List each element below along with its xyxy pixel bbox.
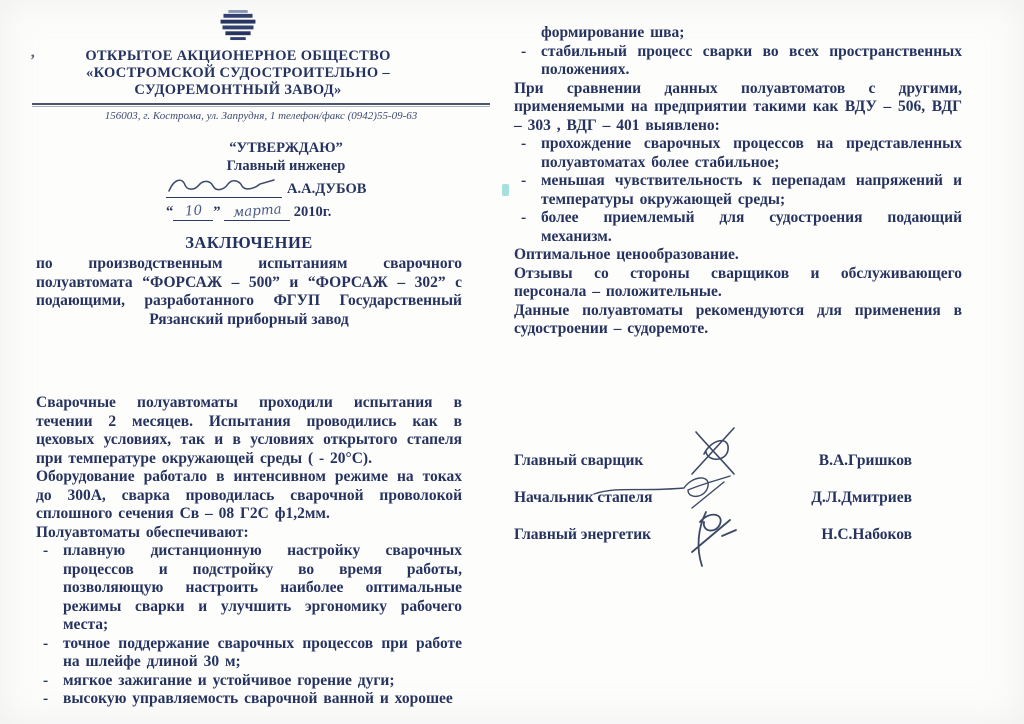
list-item [36, 542, 462, 635]
letterhead [28, 10, 448, 99]
list-item [36, 672, 462, 691]
quote-open: “ [166, 204, 174, 220]
list-dash: - [521, 209, 527, 226]
approval-stamp: “УТВЕРЖДАЮ” [229, 140, 343, 156]
page1-body [36, 394, 462, 709]
approval-date-row [166, 203, 382, 221]
letterhead-divider [32, 103, 490, 107]
subtitle-line: полуавтомата “ФОРСАЖ – 500” и “ФОРСАЖ – 302” с [36, 273, 462, 291]
subtitle-line: подающими, разработанного ФГУП Государственный [36, 292, 462, 309]
list-dash: - [521, 135, 527, 152]
approver-signature-row [166, 176, 382, 198]
approval-block [166, 140, 382, 221]
document-subtitle [36, 255, 462, 329]
list-item [514, 135, 962, 172]
list-item-continuation [514, 24, 962, 43]
list-item [514, 172, 962, 209]
list-item [514, 209, 962, 246]
list-intro: Полуавтоматы обеспечивают: [36, 523, 249, 541]
list-item [514, 43, 962, 80]
list-item [36, 635, 462, 672]
date-year: 2010г. [293, 204, 332, 220]
signature-row [514, 479, 912, 516]
signatures-block [514, 442, 962, 553]
signature-row [514, 442, 912, 479]
scan-artifact [502, 184, 509, 196]
org-name-line1: ОТКРЫТОЕ АКЦИОНЕРНОЕ ОБЩЕСТВО [85, 48, 391, 64]
list-item-text: формирование шва; [541, 24, 685, 41]
list-item-text: более приемлемый для судостроения подающий механизм. [541, 209, 962, 245]
org-name-line3: СУДОРЕМОНТНЫЙ ЗАВОД» [134, 82, 342, 98]
signature-row [514, 516, 912, 553]
list-dash: - [521, 172, 527, 189]
list-item [36, 690, 462, 709]
list-dash: - [43, 671, 49, 689]
subtitle-line: по производственным испытаниям сварочного [36, 255, 462, 272]
list-item-text: плавную дистанционную настройку сварочных процессов и подстройку во время работы, позволяющую настроить наиболее оптимальные режимы сварки и улучшить эргономику рабочего места; [63, 542, 462, 633]
body-paragraph: Отзывы со стороны сварщиков и обслуживающего персонала – положительные. [514, 264, 962, 300]
approver-name: А.А.ДУБОВ [287, 181, 367, 197]
org-name-line2: «КОСТРОМСКОЙ СУДОСТРОИТЕЛЬНО – [86, 65, 390, 81]
page2-body [514, 24, 962, 339]
list-item-text: стабильный процесс сварки во всех пространственных положениях. [541, 42, 962, 78]
signatory-role: Начальник стапеля [514, 488, 653, 506]
list-item-text: мягкое зажигание и устойчивое горение дуги; [63, 671, 395, 689]
subtitle-line: Рязанский приборный завод [149, 310, 349, 328]
list-item-text: точное поддержание сварочных процессов при работе на шлейфе длиной 30 м; [63, 634, 462, 670]
company-logo-icon [218, 10, 258, 41]
list-item-text: прохождение сварочных процессов на представленных полуавтоматах более стабильное; [541, 135, 962, 171]
body-paragraph: Оптимальное ценообразование. [514, 246, 739, 263]
scan-artifact: ’ [30, 52, 36, 69]
document-title: ЗАКЛЮЧЕНИЕ [185, 233, 313, 252]
signatory-name: Д.Л.Дмитриев [811, 488, 912, 506]
list-dash: - [43, 690, 49, 707]
list-item-text: высокую управляемость сварочной ванной и хорошее [63, 690, 453, 707]
signatory-name: В.А.Гришков [818, 451, 912, 469]
approver-role: Главный инженер [226, 158, 346, 174]
list-item-text: меньшая чувствительность к перепадам напряжений и температуры окружающей среды; [541, 172, 962, 208]
body-paragraph: Данные полуавтоматы рекомендуются для применения в судостроении – судоремоте. [514, 301, 962, 337]
dubov-signature-scribble-icon [166, 176, 278, 196]
quote-close: ” [213, 204, 221, 220]
signatory-name: Н.С.Набоков [821, 525, 912, 543]
body-paragraph: Сварочные полуавтоматы проходили испытания в течении 2 месяцев. Испытания проводились как в цеховых условиях, так и в условиях открытого стапеля при температуре окружающей среды ( - 20°С). [36, 394, 462, 467]
list-dash: - [43, 634, 49, 652]
list-dash: - [43, 542, 49, 559]
signatory-role: Главный сварщик [514, 451, 644, 469]
body-paragraph: Оборудование работало в интенсивном режиме на токах до 300А, сварка проводилась сварочной проволокой сплошного сечения Св – 08 Г2С ф1,2мм. [36, 468, 462, 522]
signature-line [166, 176, 282, 198]
date-month-handwritten: марта [232, 201, 282, 221]
company-address: 156003, г. Кострома, ул. Запрудня, 1 телефон/факс (0942)55-09-63 [104, 110, 418, 122]
date-day-handwritten: 10 [184, 202, 203, 220]
body-paragraph: При сравнении данных полуавтоматов с другими, применяемыми на предприятии такими как ВДУ – 506, ВДГ – 303 , ВДГ – 401 выявлено: [514, 79, 962, 134]
signatory-role: Главный энергетик [514, 525, 652, 543]
list-dash: - [521, 42, 527, 60]
